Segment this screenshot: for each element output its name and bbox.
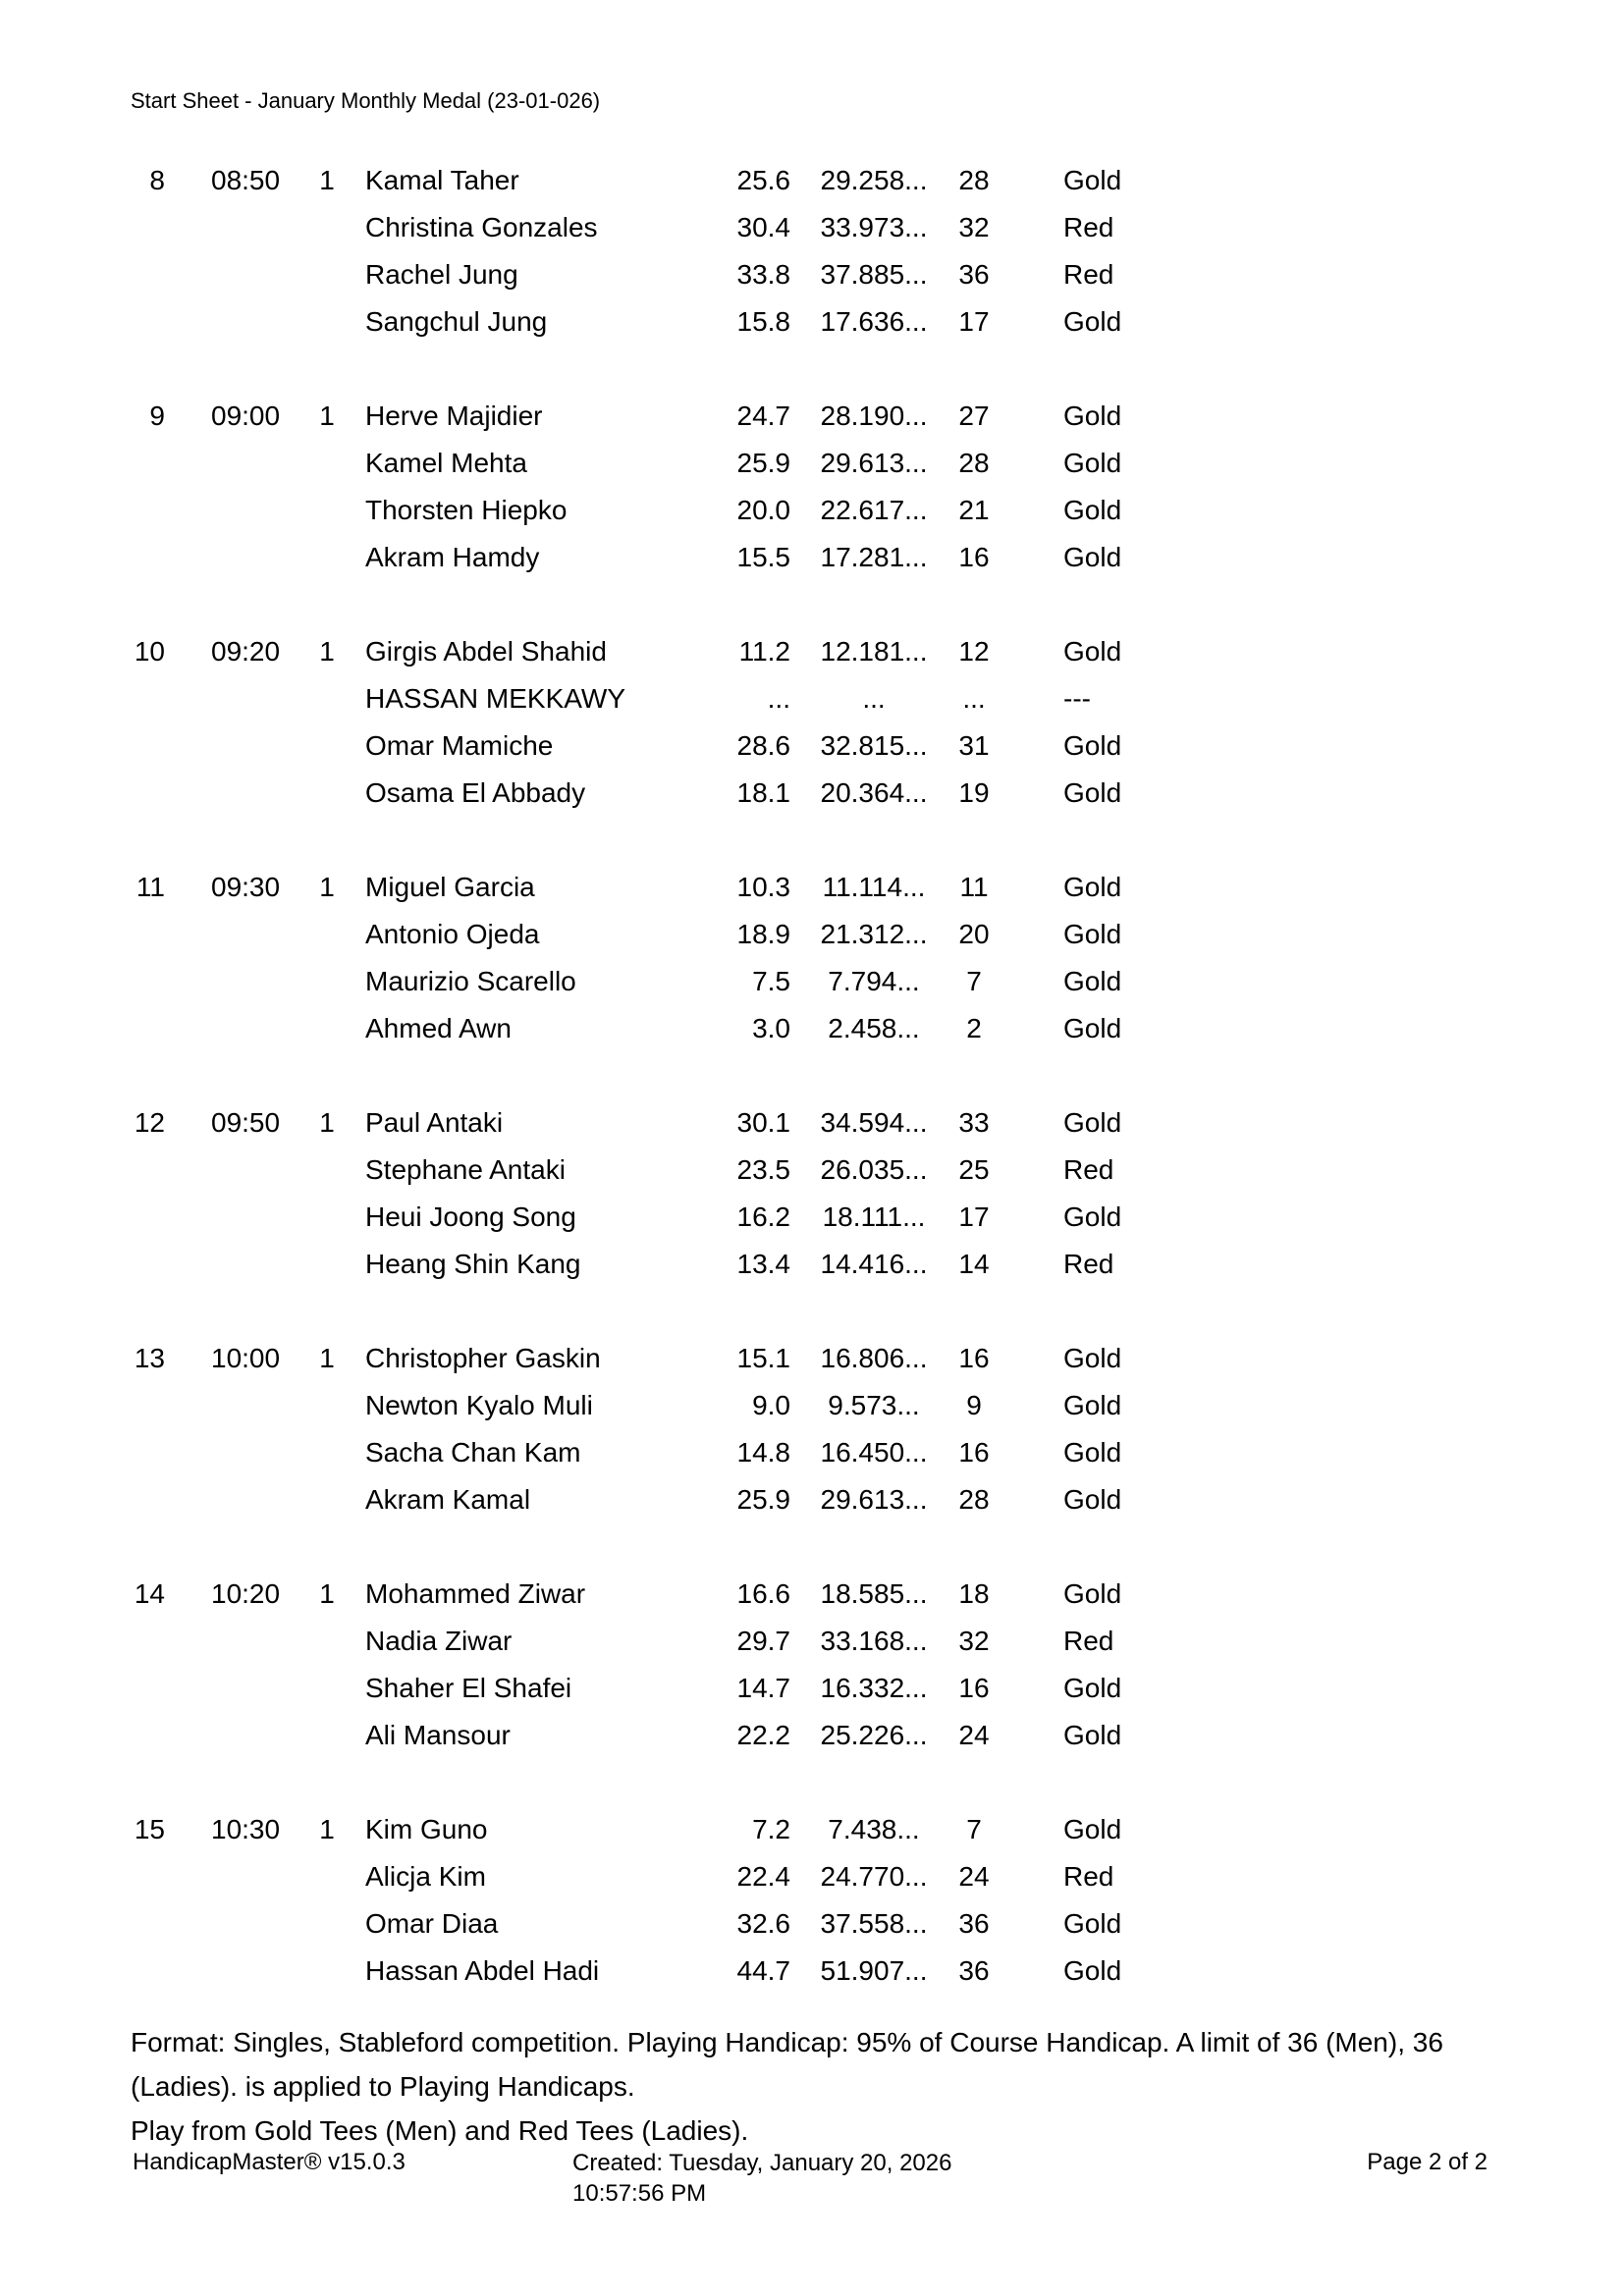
player-name: Newton Kyalo Muli <box>365 1390 593 1420</box>
tee-color: Gold <box>1063 1673 1122 1703</box>
player-row <box>0 534 1624 581</box>
exact-handicap: 28.190... <box>820 400 928 431</box>
tee-color: Gold <box>1063 1107 1122 1138</box>
handicap-index: 33.8 <box>736 259 790 290</box>
player-row <box>0 1665 1624 1712</box>
handicap-index: 10.3 <box>736 872 790 902</box>
group-number: 12 <box>134 1107 165 1138</box>
exact-handicap: 22.617... <box>820 495 928 525</box>
exact-handicap: 17.281... <box>820 542 928 572</box>
player-name: Mohammed Ziwar <box>365 1578 586 1609</box>
playing-handicap: 2 <box>966 1013 982 1043</box>
player-name: Kamal Taher <box>365 165 519 195</box>
tee-time: 10:20 <box>211 1578 281 1609</box>
player-row <box>0 911 1624 958</box>
group-first-row <box>0 1099 1624 1147</box>
player-name: Omar Mamiche <box>365 730 554 761</box>
tee-color: Red <box>1063 1249 1114 1279</box>
footer-created <box>572 2148 951 2209</box>
handicap-index: ... <box>767 683 790 714</box>
player-name: Ali Mansour <box>365 1720 511 1750</box>
player-name: Antonio Ojeda <box>365 919 540 949</box>
exact-handicap: 17.636... <box>820 306 928 337</box>
player-name: Heang Shin Kang <box>365 1249 581 1279</box>
player-name: Alicja Kim <box>365 1861 486 1892</box>
tee-color: Gold <box>1063 872 1122 902</box>
handicap-index: 16.6 <box>736 1578 790 1609</box>
player-name: Herve Majidier <box>365 400 543 431</box>
playing-handicap: 33 <box>958 1107 990 1138</box>
exact-handicap: 7.794... <box>828 966 920 996</box>
player-row <box>0 675 1624 722</box>
tee-color: Gold <box>1063 1814 1122 1844</box>
playing-handicap: 17 <box>958 1201 990 1232</box>
player-name: Hassan Abdel Hadi <box>365 1955 600 1986</box>
tee-color: Gold <box>1063 1720 1122 1750</box>
handicap-index: 25.9 <box>736 448 790 478</box>
tee-color: Red <box>1063 259 1114 290</box>
player-name: Girgis Abdel Shahid <box>365 636 607 667</box>
handicap-index: 15.5 <box>736 542 790 572</box>
player-row <box>0 1948 1624 1995</box>
handicap-index: 7.5 <box>752 966 790 996</box>
handicap-index: 28.6 <box>736 730 790 761</box>
exact-handicap: 24.770... <box>820 1861 928 1892</box>
player-row <box>0 1476 1624 1523</box>
player-name: Thorsten Hiepko <box>365 495 568 525</box>
handicap-index: 22.4 <box>736 1861 790 1892</box>
footer-page-number: Page 2 of 2 <box>1367 2149 1488 2175</box>
tee-time: 08:50 <box>211 165 281 195</box>
tee-color: Gold <box>1063 1955 1122 1986</box>
playing-handicap: 21 <box>958 495 990 525</box>
exact-handicap: 12.181... <box>820 636 928 667</box>
exact-handicap: 32.815... <box>820 730 928 761</box>
player-row <box>0 1900 1624 1948</box>
playing-handicap: 9 <box>966 1390 982 1420</box>
player-name: Shaher El Shafei <box>365 1673 572 1703</box>
exact-handicap: 37.885... <box>820 259 928 290</box>
player-name: Christina Gonzales <box>365 212 598 242</box>
tee-time: 10:30 <box>211 1814 281 1844</box>
handicap-index: 32.6 <box>736 1908 790 1939</box>
player-name: Kamel Mehta <box>365 448 527 478</box>
exact-handicap: 9.573... <box>828 1390 920 1420</box>
handicap-index: 30.4 <box>736 212 790 242</box>
group-first-row <box>0 1571 1624 1618</box>
tee-color: Red <box>1063 212 1114 242</box>
playing-handicap: 28 <box>958 1484 990 1515</box>
format-note-line: Format: Singles, Stableford competition. Playing Handicap: 95% of Course Handicap. A limit of 36 (Men), 36 <box>131 2027 1443 2057</box>
handicap-index: 29.7 <box>736 1626 790 1656</box>
player-name: Stephane Antaki <box>365 1154 566 1185</box>
tee-color: Gold <box>1063 1390 1122 1420</box>
tee-color: Red <box>1063 1861 1114 1892</box>
handicap-index: 44.7 <box>736 1955 790 1986</box>
tee-color: Gold <box>1063 1908 1122 1939</box>
tee-color: Gold <box>1063 1013 1122 1043</box>
exact-handicap: 25.226... <box>820 1720 928 1750</box>
footer-created-time: 10:57:56 PM <box>572 2180 707 2207</box>
handicap-index: 25.6 <box>736 165 790 195</box>
exact-handicap: 20.364... <box>820 777 928 808</box>
tee-color: Gold <box>1063 1343 1122 1373</box>
group-number: 10 <box>134 636 165 667</box>
group-first-row <box>0 864 1624 911</box>
playing-handicap: 16 <box>958 542 990 572</box>
playing-handicap: 28 <box>958 448 990 478</box>
handicap-index: 25.9 <box>736 1484 790 1515</box>
player-name: HASSAN MEKKAWY <box>365 683 626 714</box>
group-number: 15 <box>134 1814 165 1844</box>
exact-handicap: 14.416... <box>820 1249 928 1279</box>
playing-handicap: 16 <box>958 1437 990 1468</box>
handicap-index: 18.1 <box>736 777 790 808</box>
playing-handicap: 7 <box>966 966 982 996</box>
exact-handicap: 51.907... <box>820 1955 928 1986</box>
player-name: Akram Kamal <box>365 1484 531 1515</box>
group-number: 14 <box>134 1578 165 1609</box>
format-note-line: Play from Gold Tees (Men) and Red Tees (Ladies). <box>131 2115 749 2146</box>
tee-number: 1 <box>319 1814 335 1844</box>
exact-handicap: 29.613... <box>820 1484 928 1515</box>
playing-handicap: 7 <box>966 1814 982 1844</box>
tee-color: --- <box>1063 683 1091 714</box>
player-name: Sangchul Jung <box>365 306 548 337</box>
tee-color: Red <box>1063 1626 1114 1656</box>
handicap-index: 24.7 <box>736 400 790 431</box>
player-row <box>0 1382 1624 1429</box>
player-name: Christopher Gaskin <box>365 1343 601 1373</box>
exact-handicap: ... <box>862 683 886 714</box>
tee-color: Red <box>1063 1154 1114 1185</box>
player-row <box>0 722 1624 770</box>
player-row <box>0 298 1624 346</box>
tee-color: Gold <box>1063 966 1122 996</box>
playing-handicap: 36 <box>958 1908 990 1939</box>
playing-handicap: 17 <box>958 306 990 337</box>
tee-color: Gold <box>1063 1437 1122 1468</box>
group-first-row <box>0 157 1624 204</box>
tee-time: 09:00 <box>211 400 281 431</box>
format-notes <box>131 2020 1505 2153</box>
tee-color: Gold <box>1063 777 1122 808</box>
playing-handicap: 16 <box>958 1343 990 1373</box>
player-row <box>0 1005 1624 1052</box>
tee-color: Gold <box>1063 495 1122 525</box>
playing-handicap: 20 <box>958 919 990 949</box>
playing-handicap: 19 <box>958 777 990 808</box>
exact-handicap: 16.332... <box>820 1673 928 1703</box>
playing-handicap: 24 <box>958 1720 990 1750</box>
tee-number: 1 <box>319 1107 335 1138</box>
handicap-index: 22.2 <box>736 1720 790 1750</box>
exact-handicap: 7.438... <box>828 1814 920 1844</box>
exact-handicap: 26.035... <box>820 1154 928 1185</box>
player-row <box>0 251 1624 298</box>
handicap-index: 16.2 <box>736 1201 790 1232</box>
playing-handicap: 12 <box>958 636 990 667</box>
tee-color: Gold <box>1063 542 1122 572</box>
player-row <box>0 1241 1624 1288</box>
tee-color: Gold <box>1063 306 1122 337</box>
tee-color: Gold <box>1063 1484 1122 1515</box>
tee-number: 1 <box>319 1578 335 1609</box>
playing-handicap: 11 <box>959 872 989 902</box>
exact-handicap: 37.558... <box>820 1908 928 1939</box>
handicap-index: 13.4 <box>736 1249 790 1279</box>
handicap-index: 14.7 <box>736 1673 790 1703</box>
exact-handicap: 16.450... <box>820 1437 928 1468</box>
tee-color: Gold <box>1063 448 1122 478</box>
exact-handicap: 34.594... <box>820 1107 928 1138</box>
handicap-index: 11.2 <box>738 636 790 667</box>
tee-color: Gold <box>1063 1201 1122 1232</box>
exact-handicap: 18.585... <box>820 1578 928 1609</box>
handicap-index: 3.0 <box>752 1013 790 1043</box>
exact-handicap: 29.613... <box>820 448 928 478</box>
group-first-row <box>0 1335 1624 1382</box>
exact-handicap: 16.806... <box>820 1343 928 1373</box>
handicap-index: 30.1 <box>736 1107 790 1138</box>
player-row <box>0 1618 1624 1665</box>
player-name: Ahmed Awn <box>365 1013 512 1043</box>
player-name: Heui Joong Song <box>365 1201 576 1232</box>
exact-handicap: 2.458... <box>828 1013 920 1043</box>
group-number: 11 <box>135 872 165 902</box>
playing-handicap: 16 <box>958 1673 990 1703</box>
tee-time: 09:30 <box>211 872 281 902</box>
player-name: Miguel Garcia <box>365 872 535 902</box>
group-number: 13 <box>134 1343 165 1373</box>
exact-handicap: 29.258... <box>820 165 928 195</box>
group-first-row <box>0 628 1624 675</box>
player-name: Kim Guno <box>365 1814 488 1844</box>
player-row <box>0 1147 1624 1194</box>
tee-number: 1 <box>319 165 335 195</box>
player-name: Sacha Chan Kam <box>365 1437 581 1468</box>
tee-color: Gold <box>1063 1578 1122 1609</box>
player-row <box>0 487 1624 534</box>
exact-handicap: 33.168... <box>820 1626 928 1656</box>
group-first-row <box>0 393 1624 440</box>
handicap-index: 14.8 <box>736 1437 790 1468</box>
group-number: 8 <box>149 165 165 195</box>
playing-handicap: 31 <box>958 730 990 761</box>
page-title: Start Sheet - January Monthly Medal (23-01-026) <box>131 88 601 113</box>
tee-number: 1 <box>319 636 335 667</box>
playing-handicap: 32 <box>958 212 990 242</box>
playing-handicap: 25 <box>958 1154 990 1185</box>
exact-handicap: 18.111... <box>822 1201 926 1232</box>
player-name: Maurizio Scarello <box>365 966 576 996</box>
tee-number: 1 <box>319 872 335 902</box>
handicap-index: 15.8 <box>736 306 790 337</box>
tee-time: 09:50 <box>211 1107 281 1138</box>
handicap-index: 7.2 <box>752 1814 790 1844</box>
player-name: Omar Diaa <box>365 1908 499 1939</box>
playing-handicap: 36 <box>958 1955 990 1986</box>
handicap-index: 9.0 <box>752 1390 790 1420</box>
playing-handicap: 28 <box>958 165 990 195</box>
footer-app-version: HandicapMaster® v15.0.3 <box>133 2149 406 2175</box>
tee-color: Gold <box>1063 165 1122 195</box>
footer-created-date: Created: Tuesday, January 20, 2026 <box>572 2150 952 2176</box>
handicap-index: 20.0 <box>736 495 790 525</box>
exact-handicap: 11.114... <box>822 872 926 902</box>
player-row <box>0 958 1624 1005</box>
playing-handicap: ... <box>962 683 986 714</box>
tee-color: Gold <box>1063 919 1122 949</box>
player-row <box>0 204 1624 251</box>
playing-handicap: 36 <box>958 259 990 290</box>
playing-handicap: 14 <box>958 1249 990 1279</box>
playing-handicap: 18 <box>958 1578 990 1609</box>
handicap-index: 18.9 <box>736 919 790 949</box>
tee-time: 09:20 <box>211 636 281 667</box>
group-number: 9 <box>149 400 165 431</box>
player-name: Osama El Abbady <box>365 777 586 808</box>
format-note-line: (Ladies). is applied to Playing Handicaps. <box>131 2071 635 2102</box>
handicap-index: 15.1 <box>736 1343 790 1373</box>
tee-number: 1 <box>319 1343 335 1373</box>
player-name: Nadia Ziwar <box>365 1626 513 1656</box>
tee-color: Gold <box>1063 400 1122 431</box>
player-row <box>0 1853 1624 1900</box>
player-row <box>0 1712 1624 1759</box>
exact-handicap: 21.312... <box>820 919 928 949</box>
player-row <box>0 440 1624 487</box>
tee-number: 1 <box>319 400 335 431</box>
tee-color: Gold <box>1063 730 1122 761</box>
player-row <box>0 1194 1624 1241</box>
tee-color: Gold <box>1063 636 1122 667</box>
player-name: Rachel Jung <box>365 259 518 290</box>
handicap-index: 23.5 <box>736 1154 790 1185</box>
group-first-row <box>0 1806 1624 1853</box>
player-row <box>0 1429 1624 1476</box>
playing-handicap: 24 <box>958 1861 990 1892</box>
playing-handicap: 27 <box>958 400 990 431</box>
playing-handicap: 32 <box>958 1626 990 1656</box>
exact-handicap: 33.973... <box>820 212 928 242</box>
tee-time: 10:00 <box>211 1343 281 1373</box>
player-name: Paul Antaki <box>365 1107 504 1138</box>
player-name: Akram Hamdy <box>365 542 540 572</box>
player-row <box>0 770 1624 817</box>
